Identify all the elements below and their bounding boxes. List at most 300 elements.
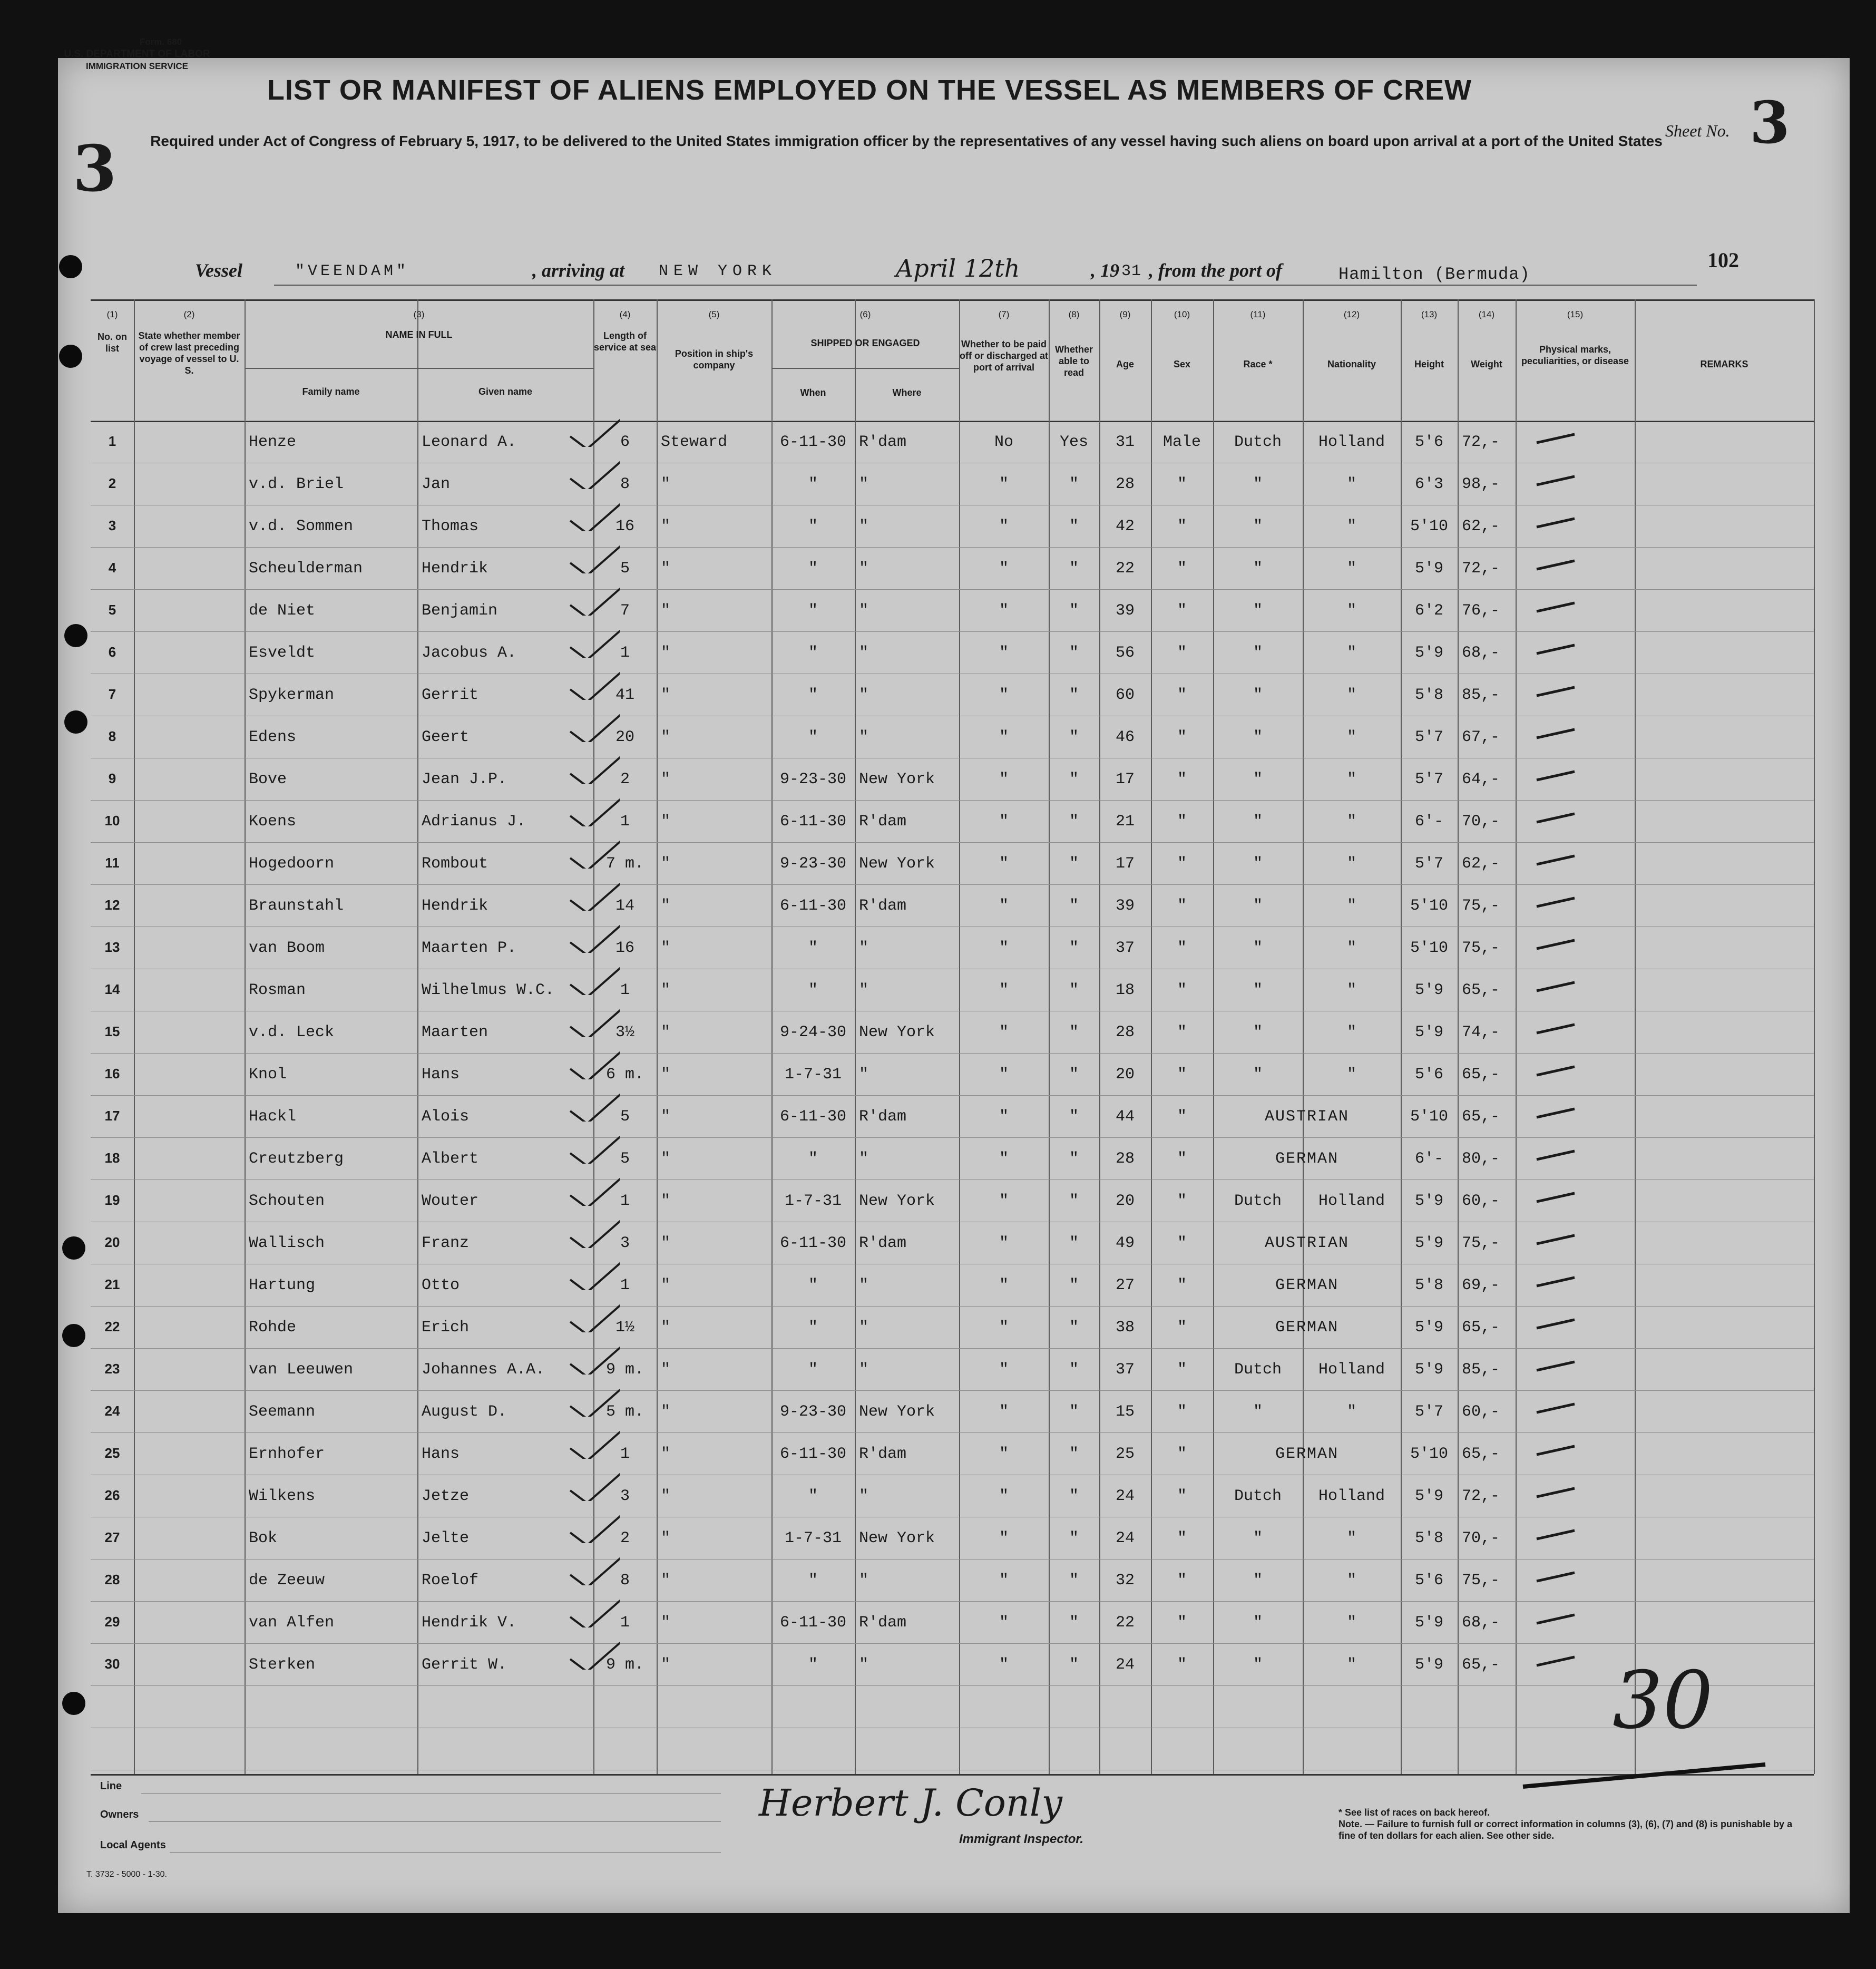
dash-mark-icon	[1535, 1274, 1577, 1290]
cell-family: Wilkens	[249, 1487, 316, 1505]
cell-when: "	[808, 1150, 818, 1168]
cell-position: "	[661, 1276, 671, 1294]
cell-where: "	[859, 1361, 869, 1379]
table-row	[91, 1559, 1814, 1601]
cell-weight: 85,-	[1462, 686, 1500, 704]
vessel-underline	[274, 285, 1697, 286]
cell-no: 6	[108, 644, 116, 660]
cell-given: August D.	[422, 1403, 507, 1421]
cell-weight: 70,-	[1462, 1529, 1500, 1547]
cell-where: New York	[859, 1529, 935, 1547]
cell-read: "	[1069, 475, 1079, 493]
cell-paid: "	[999, 1361, 1009, 1379]
cell-nationality: "	[1346, 475, 1356, 493]
cell-when: "	[808, 1656, 818, 1674]
cell-service: 16	[615, 518, 634, 535]
cell-paid: "	[999, 686, 1009, 704]
cell-sex: "	[1177, 1361, 1187, 1379]
table-row	[91, 1390, 1814, 1432]
header-c11: Race *	[1243, 359, 1273, 369]
cell-height: 5'10	[1410, 1108, 1448, 1126]
cell-paid: "	[999, 1487, 1009, 1505]
table-row	[91, 927, 1814, 969]
cell-position: "	[661, 602, 671, 620]
table-row	[91, 1475, 1814, 1517]
cell-age: 25	[1115, 1445, 1135, 1463]
header-c1: No. on list	[97, 332, 127, 354]
cell-no: 27	[104, 1529, 120, 1545]
cell-family: van Leeuwen	[249, 1361, 354, 1379]
cell-read: "	[1069, 518, 1079, 535]
arrival-date: April 12th	[896, 254, 1020, 282]
cell-no: 14	[104, 981, 120, 997]
year: 31	[1121, 262, 1142, 280]
cell-age: 24	[1115, 1656, 1135, 1674]
cell-when: "	[808, 1572, 818, 1590]
cell-service: 6 m.	[605, 1066, 644, 1084]
cell-when: "	[808, 1276, 818, 1294]
cell-read: "	[1069, 1192, 1079, 1210]
cell-race: "	[1253, 1572, 1263, 1590]
cell-when: 9-23-30	[779, 1403, 847, 1421]
cell-no: 26	[104, 1487, 120, 1503]
dash-mark-icon	[1535, 895, 1577, 911]
cell-read: "	[1069, 1361, 1079, 1379]
cell-nationality: "	[1346, 855, 1356, 873]
check-mark-icon	[567, 415, 620, 447]
cell-when: 9-23-30	[779, 771, 847, 788]
cell-service: 1½	[615, 1319, 634, 1337]
cell-no: 1	[108, 433, 116, 449]
cell-when: "	[808, 728, 818, 746]
table-row	[91, 421, 1814, 463]
cell-family: v.d. Briel	[249, 475, 344, 493]
cell-when: "	[808, 644, 818, 662]
cell-where: "	[859, 1150, 869, 1168]
dash-mark-icon	[1535, 1654, 1577, 1670]
cell-race: "	[1253, 981, 1263, 999]
cell-weight: 60,-	[1462, 1192, 1500, 1210]
cell-age: 28	[1115, 1150, 1135, 1168]
cell-nationality: Holland	[1318, 433, 1385, 451]
binder-hole	[62, 1692, 85, 1715]
dash-mark-icon	[1535, 1190, 1577, 1206]
cell-sex: "	[1177, 1487, 1187, 1505]
check-mark-icon	[567, 1006, 620, 1037]
cell-where: "	[859, 602, 869, 620]
cell-family: Rosman	[249, 981, 306, 999]
check-mark-icon	[567, 1469, 620, 1501]
cell-read: "	[1069, 602, 1079, 620]
cell-age: 60	[1115, 686, 1135, 704]
table-row	[91, 969, 1814, 1011]
cell-family: Koens	[249, 813, 297, 831]
cell-height: 5'10	[1410, 518, 1448, 535]
cell-family: Knol	[249, 1066, 287, 1084]
cell-when: "	[808, 1487, 818, 1505]
cell-given: Jean J.P.	[422, 771, 507, 788]
cell-position: "	[661, 939, 671, 957]
total-count: 30	[1613, 1655, 1713, 1747]
cell-sex: Male	[1162, 433, 1201, 451]
cell-where: "	[859, 686, 869, 704]
vessel-name: "VEENDAM"	[295, 262, 409, 280]
cell-position: "	[661, 1572, 671, 1590]
cell-service: 8	[620, 475, 630, 493]
cell-position: "	[661, 1361, 671, 1379]
cell-no: 19	[104, 1192, 120, 1208]
header-c9: Age	[1116, 359, 1134, 369]
cell-weight: 65,-	[1462, 1445, 1500, 1463]
cell-height: 5'7	[1414, 771, 1443, 788]
cell-service: 20	[615, 728, 634, 746]
cell-age: 28	[1115, 1024, 1135, 1041]
cell-service: 6	[620, 433, 630, 451]
cell-family: Bove	[249, 771, 287, 788]
cell-race: "	[1253, 644, 1263, 662]
cell-where: "	[859, 1276, 869, 1294]
cell-paid: "	[999, 1614, 1009, 1632]
dash-mark-icon	[1535, 1359, 1577, 1375]
check-mark-icon	[567, 500, 620, 531]
cell-service: 3	[620, 1234, 630, 1252]
cell-race: "	[1253, 1024, 1263, 1041]
table-row	[91, 800, 1814, 842]
cell-paid: "	[999, 518, 1009, 535]
cell-paid: "	[999, 771, 1009, 788]
sheet-number: 3	[1750, 89, 1790, 157]
cell-age: 39	[1115, 897, 1135, 915]
cell-paid: "	[999, 728, 1009, 746]
cell-nationality: "	[1346, 1572, 1356, 1590]
cell-service: 5 m.	[605, 1403, 644, 1421]
table-row	[91, 1264, 1814, 1306]
cell-read: "	[1069, 1066, 1079, 1084]
table-row	[91, 1053, 1814, 1095]
cell-given: Hans	[422, 1445, 460, 1463]
cell-nationality: "	[1346, 813, 1356, 831]
cell-sex: "	[1177, 644, 1187, 662]
signer-title: Immigrant Inspector.	[959, 1832, 1084, 1846]
cell-position: "	[661, 771, 671, 788]
owners-label: Owners	[100, 1809, 139, 1820]
cell-family: Schouten	[249, 1192, 325, 1210]
cell-nationality: "	[1346, 939, 1356, 957]
cell-race: AUSTRIAN	[1264, 1108, 1350, 1126]
cell-where: "	[859, 939, 869, 957]
cell-height: 5'9	[1414, 560, 1443, 578]
header-c14-num: (14)	[1478, 309, 1495, 319]
cell-given: Otto	[422, 1276, 460, 1294]
cell-sex: "	[1177, 560, 1187, 578]
cell-height: 6'3	[1414, 475, 1443, 493]
cell-read: "	[1069, 1445, 1079, 1463]
cell-service: 5	[620, 560, 630, 578]
cell-sex: "	[1177, 1614, 1187, 1632]
cell-family: Hogedoorn	[249, 855, 335, 873]
cell-nationality: "	[1346, 1614, 1356, 1632]
table-row	[91, 589, 1814, 631]
cell-service: 8	[620, 1572, 630, 1590]
cell-paid: No	[994, 433, 1013, 451]
cell-where: "	[859, 644, 869, 662]
cell-service: 1	[620, 813, 630, 831]
cell-age: 46	[1115, 728, 1135, 746]
cell-paid: "	[999, 1234, 1009, 1252]
cell-sex: "	[1177, 1529, 1187, 1547]
table-row	[91, 1601, 1814, 1643]
header-c11-num: (11)	[1250, 309, 1266, 319]
cell-service: 1	[620, 1614, 630, 1632]
cell-given: Geert	[422, 728, 470, 746]
cell-no: 10	[104, 813, 120, 828]
check-mark-icon	[567, 1174, 620, 1206]
cell-sex: "	[1177, 1572, 1187, 1590]
cell-given: Maarten	[422, 1024, 488, 1041]
cell-where: R'dam	[859, 1234, 907, 1252]
binder-hole	[64, 710, 87, 734]
cell-when: "	[808, 475, 818, 493]
cell-read: "	[1069, 1319, 1079, 1337]
cell-nationality: "	[1346, 897, 1356, 915]
cell-paid: "	[999, 897, 1009, 915]
dash-mark-icon	[1535, 811, 1577, 826]
dash-mark-icon	[1535, 1527, 1577, 1543]
cell-service: 5	[620, 1150, 630, 1168]
cell-position: "	[661, 560, 671, 578]
cell-service: 1	[620, 1276, 630, 1294]
cell-paid: "	[999, 1024, 1009, 1041]
cell-sex: "	[1177, 1150, 1187, 1168]
cell-position: "	[661, 1403, 671, 1421]
cell-age: 24	[1115, 1487, 1135, 1505]
cell-height: 5'6	[1414, 1066, 1443, 1084]
cell-height: 5'9	[1414, 644, 1443, 662]
dash-mark-icon	[1535, 979, 1577, 995]
cell-service: 14	[615, 897, 634, 915]
check-mark-icon	[567, 1554, 620, 1585]
cell-paid: "	[999, 1192, 1009, 1210]
check-mark-icon	[567, 457, 620, 489]
cell-read: "	[1069, 771, 1079, 788]
table-row	[91, 1432, 1814, 1475]
dash-mark-icon	[1535, 1021, 1577, 1037]
cell-sex: "	[1177, 1276, 1187, 1294]
cell-read: "	[1069, 728, 1079, 746]
cell-when: 1-7-31	[784, 1066, 842, 1084]
table-row	[91, 1643, 1814, 1685]
cell-read: "	[1069, 897, 1079, 915]
dash-mark-icon	[1535, 473, 1577, 489]
cell-weight: 75,-	[1462, 1234, 1500, 1252]
cell-weight: 80,-	[1462, 1150, 1500, 1168]
cell-nationality: "	[1346, 518, 1356, 535]
cell-weight: 67,-	[1462, 728, 1500, 746]
cell-where: R'dam	[859, 813, 907, 831]
cell-when: 6-11-30	[779, 1445, 847, 1463]
cell-age: 22	[1115, 560, 1135, 578]
cell-age: 20	[1115, 1192, 1135, 1210]
check-mark-icon	[567, 1216, 620, 1248]
cell-given: Leonard A.	[422, 433, 517, 451]
cell-position: "	[661, 855, 671, 873]
dash-mark-icon	[1535, 431, 1577, 447]
agents-label: Local Agents	[100, 1839, 166, 1851]
binder-hole	[62, 1236, 85, 1260]
header-c1-num: (1)	[106, 309, 118, 319]
dash-mark-icon	[1535, 684, 1577, 700]
header-c4-num: (4)	[619, 309, 631, 319]
cell-when: 9-23-30	[779, 855, 847, 873]
dash-mark-icon	[1535, 1148, 1577, 1164]
cell-age: 17	[1115, 771, 1135, 788]
cell-sex: "	[1177, 1108, 1187, 1126]
cell-no: 5	[108, 602, 116, 618]
cell-read: "	[1069, 1572, 1079, 1590]
cell-no: 18	[104, 1150, 120, 1166]
cell-when: 6-11-30	[779, 1234, 847, 1252]
cell-race: "	[1253, 1403, 1263, 1421]
header-c12-num: (12)	[1343, 309, 1360, 319]
cell-height: 5'8	[1414, 686, 1443, 704]
cell-height: 5'10	[1410, 897, 1448, 915]
sheet-label: Sheet No.	[1665, 121, 1730, 140]
cell-weight: 70,-	[1462, 813, 1500, 831]
cell-when: 6-11-30	[779, 433, 847, 451]
cell-paid: "	[999, 1108, 1009, 1126]
page-number: 102	[1707, 248, 1739, 272]
cell-height: 5'7	[1414, 1403, 1443, 1421]
cell-read: "	[1069, 686, 1079, 704]
dash-mark-icon	[1535, 1443, 1577, 1459]
cell-race: Dutch	[1234, 1192, 1282, 1210]
cell-given: Benjamin	[422, 602, 498, 620]
cell-weight: 75,-	[1462, 1572, 1500, 1590]
header-c16: REMARKS	[1700, 359, 1748, 369]
table-row	[91, 884, 1814, 927]
cell-given: Jacobus A.	[422, 644, 517, 662]
cell-sex: "	[1177, 981, 1187, 999]
cell-where: "	[859, 518, 869, 535]
cell-age: 17	[1115, 855, 1135, 873]
header-c5: Position in ship's company	[675, 348, 754, 371]
cell-sex: "	[1177, 897, 1187, 915]
check-mark-icon	[567, 921, 620, 953]
dash-mark-icon	[1535, 1317, 1577, 1332]
service: IMMIGRATION SERVICE	[86, 61, 188, 71]
cell-given: Gerrit	[422, 686, 479, 704]
cell-age: 56	[1115, 644, 1135, 662]
cell-when: 6-11-30	[779, 897, 847, 915]
cell-paid: "	[999, 939, 1009, 957]
table-row	[91, 1222, 1814, 1264]
cell-given: Wouter	[422, 1192, 479, 1210]
cell-height: 5'9	[1414, 1192, 1443, 1210]
check-mark-icon	[567, 753, 620, 784]
cell-height: 5'9	[1414, 981, 1443, 999]
cell-race: "	[1253, 897, 1263, 915]
cell-where: New York	[859, 1192, 935, 1210]
cell-weight: 60,-	[1462, 1403, 1500, 1421]
cell-no: 20	[104, 1234, 120, 1250]
cell-weight: 68,-	[1462, 1614, 1500, 1632]
cell-height: 5'7	[1414, 855, 1443, 873]
cell-when: "	[808, 686, 818, 704]
cell-where: "	[859, 728, 869, 746]
cell-when: "	[808, 1361, 818, 1379]
arriving-label: , arriving at	[532, 260, 625, 281]
cell-height: 5'10	[1410, 1445, 1448, 1463]
header-c3a: Family name	[302, 386, 360, 397]
cell-race: "	[1253, 602, 1263, 620]
cell-where: New York	[859, 1024, 935, 1041]
header-c3: NAME IN FULL	[385, 329, 453, 340]
cell-sex: "	[1177, 1656, 1187, 1674]
cell-family: Bok	[249, 1529, 278, 1547]
table-row	[91, 1095, 1814, 1137]
dash-mark-icon	[1535, 1232, 1577, 1248]
cell-age: 42	[1115, 518, 1135, 535]
cell-read: "	[1069, 855, 1079, 873]
cell-paid: "	[999, 1150, 1009, 1168]
cell-where: R'dam	[859, 1614, 907, 1632]
cell-family: Edens	[249, 728, 297, 746]
cell-height: 5'7	[1414, 728, 1443, 746]
cell-read: "	[1069, 644, 1079, 662]
cell-where: "	[859, 1656, 869, 1674]
check-mark-icon	[567, 1427, 620, 1459]
header-c7-num: (7)	[998, 309, 1010, 319]
cell-family: Seemann	[249, 1403, 316, 1421]
header-c6-num: (6)	[859, 309, 871, 319]
cell-position: "	[661, 1656, 671, 1674]
cell-position: "	[661, 1487, 671, 1505]
cell-height: 5'9	[1414, 1614, 1443, 1632]
cell-no: 30	[104, 1656, 120, 1672]
cell-race: "	[1253, 728, 1263, 746]
cell-where: New York	[859, 1403, 935, 1421]
cell-paid: "	[999, 560, 1009, 578]
cell-age: 18	[1115, 981, 1135, 999]
cell-race: GERMAN	[1275, 1150, 1339, 1168]
cell-read: "	[1069, 1024, 1079, 1041]
cell-weight: 85,-	[1462, 1361, 1500, 1379]
cell-weight: 65,-	[1462, 981, 1500, 999]
cell-race: Dutch	[1234, 1361, 1282, 1379]
dash-mark-icon	[1535, 1570, 1577, 1585]
cell-family: v.d. Sommen	[249, 518, 354, 535]
cell-age: 37	[1115, 1361, 1135, 1379]
cell-race: Dutch	[1234, 1487, 1282, 1505]
header-c6b: Where	[892, 387, 922, 398]
check-mark-icon	[567, 710, 620, 742]
cell-sex: "	[1177, 1403, 1187, 1421]
cell-weight: 69,-	[1462, 1276, 1500, 1294]
cell-age: 37	[1115, 939, 1135, 957]
cell-weight: 74,-	[1462, 1024, 1500, 1041]
table-row	[91, 1011, 1814, 1053]
cell-race: GERMAN	[1275, 1319, 1339, 1337]
year-prefix: , 19	[1091, 260, 1119, 281]
cell-nationality: "	[1346, 728, 1356, 746]
cell-sex: "	[1177, 1319, 1187, 1337]
binder-hole	[62, 1324, 85, 1347]
binder-hole	[59, 345, 82, 368]
table-row	[91, 1137, 1814, 1180]
cell-read: "	[1069, 1487, 1079, 1505]
header-c9-num: (9)	[1119, 309, 1131, 319]
cell-position: "	[661, 1234, 671, 1252]
